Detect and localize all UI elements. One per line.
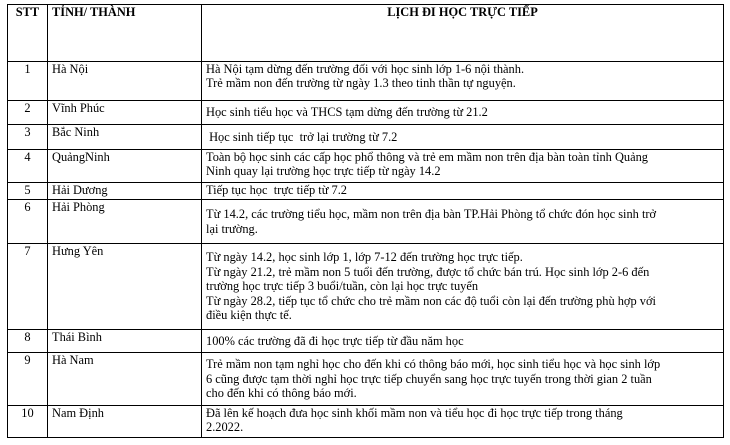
schedule-line: cho đến khi có thông báo mới. <box>206 386 357 401</box>
schedule-line: Tiếp tục học trực tiếp từ 7.2 <box>206 183 347 197</box>
table-row <box>8 150 724 183</box>
row-stt: 7 <box>8 244 48 330</box>
schedule-line: Toàn bộ học sinh các cấp học phổ thông và trẻ em mầm non trên địa bàn toàn tỉnh Quảng <box>206 150 648 164</box>
schedule-line: Ninh quay lại trường học trực tiếp từ ngày 14.2 <box>206 164 441 179</box>
row-province: Hà Nam <box>48 353 202 406</box>
row-stt: 2 <box>8 101 48 125</box>
row-province: Nam Định <box>48 406 202 438</box>
schedule-line: Trẻ mầm non đến trường từ ngày 1.3 theo tinh thần tự nguyện. <box>206 76 516 91</box>
schedule-line: Hà Nội tạm dừng đến trường đối với học sinh lớp 1-6 nội thành. <box>206 62 525 76</box>
schedule-line: 2.2022. <box>206 420 244 435</box>
schedule-line: Đã lên kế hoạch đưa học sinh khối mầm non và tiểu học đi học trực tiếp trong tháng <box>206 406 623 420</box>
row-schedule <box>202 150 724 183</box>
row-schedule <box>202 101 724 125</box>
schedule-line: trường học trực tiếp 3 buổi/tuần, còn lại học trực tuyến <box>206 279 479 294</box>
schedule-line: Từ ngày 28.2, tiếp tục tổ chức cho trẻ mầm non các độ tuổi còn lại đến trường phù hợp với <box>206 293 656 308</box>
row-schedule <box>202 200 724 244</box>
row-stt: 3 <box>8 125 48 150</box>
row-province: Hải Phòng <box>48 200 202 244</box>
table-row <box>8 353 724 406</box>
schedule-line: Học sinh tiểu học và THCS tạm dừng đến trường từ 21.2 <box>206 105 488 120</box>
row-schedule <box>202 406 724 438</box>
table-row <box>8 244 724 330</box>
row-stt: 8 <box>8 330 48 353</box>
table-row <box>8 200 724 244</box>
schedule-line: lại trường. <box>206 221 258 236</box>
schedule-line: Học sinh tiếp tục trở lại trường từ 7.2 <box>206 129 398 144</box>
row-schedule <box>202 62 724 101</box>
table-row <box>8 125 724 150</box>
row-province: Bắc Ninh <box>48 125 202 150</box>
header-schedule: LỊCH ĐI HỌC TRỰC TIẾP <box>202 5 724 62</box>
row-stt: 5 <box>8 183 48 200</box>
row-province: Hà Nội <box>48 62 202 101</box>
table-row <box>8 62 724 101</box>
row-province: Thái Bình <box>48 330 202 353</box>
row-schedule <box>202 330 724 353</box>
row-schedule <box>202 125 724 150</box>
school-schedule-table <box>7 4 724 438</box>
schedule-line: điều kiện thực tế. <box>206 308 292 323</box>
row-schedule <box>202 244 724 330</box>
row-stt: 6 <box>8 200 48 244</box>
schedule-line: Từ ngày 14.2, học sinh lớp 1, lớp 7-12 đến trường học trực tiếp. <box>206 250 523 265</box>
row-schedule <box>202 183 724 200</box>
table-row <box>8 406 724 438</box>
table-row <box>8 101 724 125</box>
header-row <box>8 5 724 62</box>
schedule-line: Trẻ mầm non tạm nghỉ học cho đến khi có thông báo mới, học sinh tiểu học và học sinh lớp <box>206 357 661 372</box>
schedule-line: 100% các trường đã đi học trực tiếp từ đầu năm học <box>206 333 464 348</box>
schedule-line: Từ 14.2, các trường tiểu học, mầm non trên địa bàn TP.Hải Phòng tổ chức đón học sinh trở <box>206 207 657 222</box>
schedule-line: 6 cũng được tạm thời nghỉ học trực tiếp chuyển sang học trực tuyến trong thời gian 2 tuần <box>206 371 652 386</box>
row-province: QuảngNinh <box>48 150 202 183</box>
row-stt: 9 <box>8 353 48 406</box>
table-row <box>8 330 724 353</box>
row-province: Vĩnh Phúc <box>48 101 202 125</box>
row-stt: 10 <box>8 406 48 438</box>
row-stt: 4 <box>8 150 48 183</box>
row-stt: 1 <box>8 62 48 101</box>
row-province: Hải Dương <box>48 183 202 200</box>
row-province: Hưng Yên <box>48 244 202 330</box>
schedule-line: Từ ngày 21.2, trẻ mầm non 5 tuổi đến trường, được tổ chức bán trú. Học sinh lớp 2-6 đến <box>206 264 650 279</box>
header-province: TỈNH/ THÀNH <box>48 5 202 62</box>
header-stt: STT <box>8 5 48 62</box>
row-schedule <box>202 353 724 406</box>
table-row <box>8 183 724 200</box>
